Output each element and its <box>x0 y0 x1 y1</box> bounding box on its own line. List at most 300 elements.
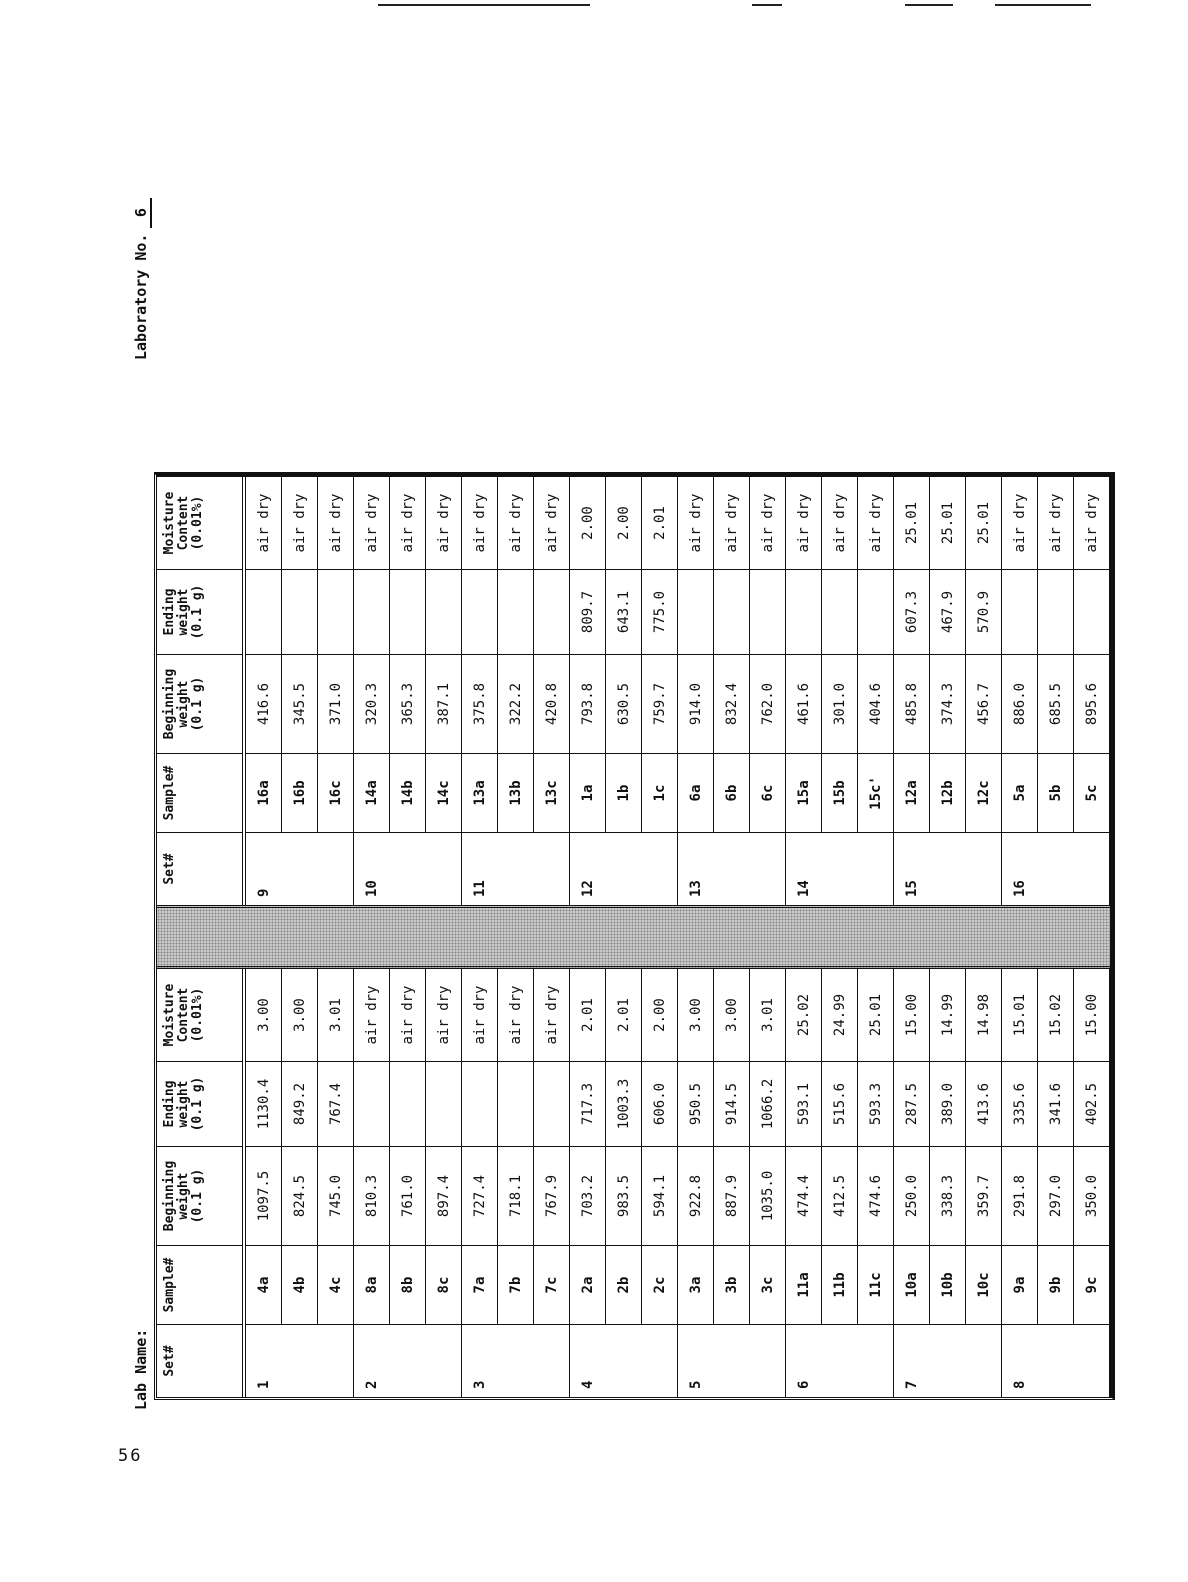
top-rule-2 <box>752 4 782 6</box>
ending-weight-cell <box>462 1062 498 1147</box>
table-row <box>282 969 318 1397</box>
sample-id-cell: 14c <box>426 754 462 833</box>
lab-number-label: Laboratory No. <box>132 233 150 360</box>
set-number-cell: 1 <box>244 1325 282 1398</box>
sample-id-cell: 11b <box>822 1246 858 1325</box>
ending-weight-cell: 767.4 <box>318 1062 354 1147</box>
sample-id-cell: 13a <box>462 754 498 833</box>
sample-id-cell: 4b <box>282 1246 318 1325</box>
moisture-content-cell: air dry <box>714 477 750 570</box>
beginning-weight-cell: 718.1 <box>498 1147 534 1246</box>
left-table-body <box>244 969 1110 1397</box>
table-row <box>1074 969 1110 1397</box>
beginning-weight-cell: 320.3 <box>354 655 390 754</box>
moisture-content-cell: air dry <box>462 969 498 1062</box>
beginning-weight-cell: 810.3 <box>354 1147 390 1246</box>
set-number-cell <box>282 833 318 906</box>
set-number-cell: 10 <box>354 833 390 906</box>
sample-id-cell: 12c <box>966 754 1002 833</box>
sample-id-cell: 3c <box>750 1246 786 1325</box>
set-number-cell <box>930 833 966 906</box>
moisture-content-cell: air dry <box>426 477 462 570</box>
table-row <box>750 969 786 1397</box>
table-row <box>786 477 822 905</box>
ending-weight-cell: 950.5 <box>678 1062 714 1147</box>
sample-id-cell: 1c <box>642 754 678 833</box>
sample-id-cell: 3b <box>714 1246 750 1325</box>
ending-weight-cell: 1003.3 <box>606 1062 642 1147</box>
table-row <box>930 477 966 905</box>
set-number-cell <box>426 1325 462 1398</box>
col-set-header: Set# <box>157 1325 244 1398</box>
beginning-weight-cell: 887.9 <box>714 1147 750 1246</box>
moisture-content-cell: 2.00 <box>570 477 606 570</box>
table-row <box>606 477 642 905</box>
beginning-weight-cell: 759.7 <box>642 655 678 754</box>
sample-id-cell: 6b <box>714 754 750 833</box>
set-number-cell <box>390 1325 426 1398</box>
table-row <box>1074 477 1110 905</box>
moisture-content-cell: 3.00 <box>714 969 750 1062</box>
beginning-weight-cell: 456.7 <box>966 655 1002 754</box>
table-row <box>750 477 786 905</box>
moisture-content-cell: air dry <box>1002 477 1038 570</box>
beginning-weight-cell: 412.5 <box>822 1147 858 1246</box>
set-number-cell <box>1074 1325 1110 1398</box>
top-rule-4 <box>995 4 1091 6</box>
moisture-content-cell: 25.01 <box>894 477 930 570</box>
sample-id-cell: 15a <box>786 754 822 833</box>
set-number-cell: 14 <box>786 833 822 906</box>
sample-id-cell: 10c <box>966 1246 1002 1325</box>
set-number-cell: 12 <box>570 833 606 906</box>
table-row <box>606 969 642 1397</box>
col-ending-weight-header: Ending weight (0.1 g) <box>157 1062 244 1147</box>
beginning-weight-cell: 345.5 <box>282 655 318 754</box>
sample-id-cell: 7b <box>498 1246 534 1325</box>
ending-weight-cell <box>354 1062 390 1147</box>
beginning-weight-cell: 685.5 <box>1038 655 1074 754</box>
moisture-content-cell: 3.01 <box>318 969 354 1062</box>
left-table <box>157 969 1110 1397</box>
col-sample-header: Sample# <box>157 754 244 833</box>
moisture-content-cell: 24.99 <box>822 969 858 1062</box>
sample-id-cell: 16a <box>244 754 282 833</box>
beginning-weight-cell: 291.8 <box>1002 1147 1038 1246</box>
moisture-content-cell: 25.01 <box>930 477 966 570</box>
table-row <box>966 477 1002 905</box>
set-number-cell: 15 <box>894 833 930 906</box>
beginning-weight-cell: 914.0 <box>678 655 714 754</box>
moisture-content-cell: 14.98 <box>966 969 1002 1062</box>
sample-id-cell: 7a <box>462 1246 498 1325</box>
set-number-cell <box>858 1325 894 1398</box>
table-row <box>1002 969 1038 1397</box>
ending-weight-cell <box>426 1062 462 1147</box>
ending-weight-cell: 402.5 <box>1074 1062 1110 1147</box>
table-row <box>462 477 498 905</box>
sample-id-cell: 6c <box>750 754 786 833</box>
set-number-cell <box>714 1325 750 1398</box>
table-row <box>354 969 390 1397</box>
ending-weight-cell: 413.6 <box>966 1062 1002 1147</box>
set-number-cell <box>966 833 1002 906</box>
set-number-cell: 4 <box>570 1325 606 1398</box>
shaded-divider <box>157 905 1110 969</box>
table-row <box>244 477 282 905</box>
ending-weight-cell <box>1038 570 1074 655</box>
moisture-content-cell: air dry <box>244 477 282 570</box>
moisture-content-cell: air dry <box>858 477 894 570</box>
moisture-content-cell: 3.00 <box>678 969 714 1062</box>
col-ending-weight-header: Ending weight (0.1 g) <box>157 570 244 655</box>
table-row <box>390 969 426 1397</box>
sample-id-cell: 11c <box>858 1246 894 1325</box>
ending-weight-cell <box>1002 570 1038 655</box>
table-row <box>426 477 462 905</box>
beginning-weight-cell: 922.8 <box>678 1147 714 1246</box>
table-row <box>822 969 858 1397</box>
set-number-cell <box>822 833 858 906</box>
moisture-content-cell: air dry <box>390 477 426 570</box>
sample-id-cell: 3a <box>678 1246 714 1325</box>
set-number-cell <box>642 833 678 906</box>
beginning-weight-cell: 727.4 <box>462 1147 498 1246</box>
set-number-cell <box>822 1325 858 1398</box>
sample-id-cell: 8a <box>354 1246 390 1325</box>
set-number-cell <box>318 833 354 906</box>
ending-weight-cell <box>498 570 534 655</box>
sample-id-cell: 13b <box>498 754 534 833</box>
moisture-content-cell: 2.01 <box>606 969 642 1062</box>
ending-weight-cell <box>426 570 462 655</box>
ending-weight-cell: 570.9 <box>966 570 1002 655</box>
set-number-cell: 7 <box>894 1325 930 1398</box>
moisture-content-cell: 2.01 <box>570 969 606 1062</box>
sample-id-cell: 11a <box>786 1246 822 1325</box>
beginning-weight-cell: 474.6 <box>858 1147 894 1246</box>
ending-weight-cell <box>1074 570 1110 655</box>
beginning-weight-cell: 761.0 <box>390 1147 426 1246</box>
ending-weight-cell <box>858 570 894 655</box>
sample-id-cell: 15c' <box>858 754 894 833</box>
moisture-content-cell: air dry <box>498 477 534 570</box>
moisture-content-cell: 2.00 <box>606 477 642 570</box>
ending-weight-cell <box>390 1062 426 1147</box>
table-row <box>678 477 714 905</box>
sample-id-cell: 16b <box>282 754 318 833</box>
sample-id-cell: 9c <box>1074 1246 1110 1325</box>
moisture-content-cell: air dry <box>462 477 498 570</box>
lab-name-label: Lab Name: <box>132 1328 150 1410</box>
set-number-cell <box>606 833 642 906</box>
sample-id-cell: 7c <box>534 1246 570 1325</box>
table-row <box>318 477 354 905</box>
beginning-weight-cell: 897.4 <box>426 1147 462 1246</box>
moisture-content-cell: air dry <box>1038 477 1074 570</box>
beginning-weight-cell: 301.0 <box>822 655 858 754</box>
ending-weight-cell: 467.9 <box>930 570 966 655</box>
ending-weight-cell: 914.5 <box>714 1062 750 1147</box>
sample-id-cell: 2a <box>570 1246 606 1325</box>
ending-weight-cell: 287.5 <box>894 1062 930 1147</box>
beginning-weight-cell: 387.1 <box>426 655 462 754</box>
beginning-weight-cell: 365.3 <box>390 655 426 754</box>
table-row <box>498 969 534 1397</box>
ending-weight-cell: 607.3 <box>894 570 930 655</box>
ending-weight-cell: 775.0 <box>642 570 678 655</box>
moisture-content-cell: 15.00 <box>1074 969 1110 1062</box>
ending-weight-cell <box>786 570 822 655</box>
col-beginning-weight-header: Beginning weight (0.1 g) <box>157 1147 244 1246</box>
beginning-weight-cell: 416.6 <box>244 655 282 754</box>
col-moisture-content-header: Moisture Content (0.01%) <box>157 477 244 570</box>
table-row <box>642 969 678 1397</box>
ending-weight-cell <box>462 570 498 655</box>
table-row <box>570 969 606 1397</box>
table-row <box>1002 477 1038 905</box>
moisture-content-cell: air dry <box>678 477 714 570</box>
beginning-weight-cell: 338.3 <box>930 1147 966 1246</box>
beginning-weight-cell: 767.9 <box>534 1147 570 1246</box>
moisture-content-cell: 14.99 <box>930 969 966 1062</box>
beginning-weight-cell: 350.0 <box>1074 1147 1110 1246</box>
beginning-weight-cell: 250.0 <box>894 1147 930 1246</box>
ending-weight-cell <box>534 570 570 655</box>
table-row <box>390 477 426 905</box>
ending-weight-cell <box>354 570 390 655</box>
set-number-cell <box>426 833 462 906</box>
set-number-cell <box>750 1325 786 1398</box>
beginning-weight-cell: 374.3 <box>930 655 966 754</box>
table-row <box>714 477 750 905</box>
sample-id-cell: 5c <box>1074 754 1110 833</box>
set-number-cell: 9 <box>244 833 282 906</box>
set-number-cell <box>534 1325 570 1398</box>
set-number-cell <box>750 833 786 906</box>
sample-id-cell: 6a <box>678 754 714 833</box>
ending-weight-cell: 515.6 <box>822 1062 858 1147</box>
sample-id-cell: 9a <box>1002 1246 1038 1325</box>
beginning-weight-cell: 375.8 <box>462 655 498 754</box>
ending-weight-cell: 1130.4 <box>244 1062 282 1147</box>
sample-id-cell: 9b <box>1038 1246 1074 1325</box>
beginning-weight-cell: 371.0 <box>318 655 354 754</box>
table-row <box>858 969 894 1397</box>
set-number-cell: 2 <box>354 1325 390 1398</box>
beginning-weight-cell: 630.5 <box>606 655 642 754</box>
ending-weight-cell: 1066.2 <box>750 1062 786 1147</box>
moisture-content-cell: air dry <box>318 477 354 570</box>
sample-id-cell: 15b <box>822 754 858 833</box>
set-number-cell <box>930 1325 966 1398</box>
table-row <box>822 477 858 905</box>
set-number-cell <box>606 1325 642 1398</box>
beginning-weight-cell: 1097.5 <box>244 1147 282 1246</box>
table-row <box>894 477 930 905</box>
moisture-content-cell: 3.00 <box>244 969 282 1062</box>
moisture-content-cell: air dry <box>426 969 462 1062</box>
ending-weight-cell <box>714 570 750 655</box>
set-number-cell: 3 <box>462 1325 498 1398</box>
set-number-cell <box>318 1325 354 1398</box>
moisture-content-cell: air dry <box>534 969 570 1062</box>
rotated-page <box>132 160 1132 1410</box>
table-row <box>786 969 822 1397</box>
sample-id-cell: 8c <box>426 1246 462 1325</box>
sample-id-cell: 14b <box>390 754 426 833</box>
beginning-weight-cell: 762.0 <box>750 655 786 754</box>
table-row <box>966 969 1002 1397</box>
beginning-weight-cell: 745.0 <box>318 1147 354 1246</box>
beginning-weight-cell: 1035.0 <box>750 1147 786 1246</box>
moisture-content-cell: 15.00 <box>894 969 930 1062</box>
sample-id-cell: 12a <box>894 754 930 833</box>
ending-weight-cell <box>282 570 318 655</box>
set-number-cell <box>1038 833 1074 906</box>
beginning-weight-cell: 594.1 <box>642 1147 678 1246</box>
sample-id-cell: 5b <box>1038 754 1074 833</box>
moisture-content-cell: air dry <box>786 477 822 570</box>
moisture-content-cell: air dry <box>354 477 390 570</box>
table-row <box>858 477 894 905</box>
moisture-content-cell: 2.00 <box>642 969 678 1062</box>
table-row <box>354 477 390 905</box>
beginning-weight-cell: 420.8 <box>534 655 570 754</box>
ending-weight-cell <box>750 570 786 655</box>
sample-id-cell: 1a <box>570 754 606 833</box>
set-number-cell: 8 <box>1002 1325 1038 1398</box>
set-number-cell <box>966 1325 1002 1398</box>
set-number-cell: 16 <box>1002 833 1038 906</box>
table-row <box>426 969 462 1397</box>
ending-weight-cell: 849.2 <box>282 1062 318 1147</box>
sample-id-cell: 2c <box>642 1246 678 1325</box>
ending-weight-cell: 341.6 <box>1038 1062 1074 1147</box>
moisture-content-cell: 3.00 <box>282 969 318 1062</box>
beginning-weight-cell: 832.4 <box>714 655 750 754</box>
sample-id-cell: 13c <box>534 754 570 833</box>
set-number-cell <box>714 833 750 906</box>
lab-number-value: 6 <box>132 198 152 228</box>
ending-weight-cell: 643.1 <box>606 570 642 655</box>
col-set-header: Set# <box>157 833 244 906</box>
page-number: 56 <box>118 1446 143 1466</box>
moisture-content-cell: air dry <box>822 477 858 570</box>
sample-id-cell: 1b <box>606 754 642 833</box>
sample-id-cell: 10b <box>930 1246 966 1325</box>
moisture-content-cell: air dry <box>390 969 426 1062</box>
ending-weight-cell: 593.1 <box>786 1062 822 1147</box>
ending-weight-cell: 389.0 <box>930 1062 966 1147</box>
moisture-content-cell: air dry <box>282 477 318 570</box>
ending-weight-cell <box>390 570 426 655</box>
set-number-cell <box>498 833 534 906</box>
moisture-content-cell: air dry <box>1074 477 1110 570</box>
table-row <box>570 477 606 905</box>
beginning-weight-cell: 461.6 <box>786 655 822 754</box>
sample-id-cell: 14a <box>354 754 390 833</box>
table-row <box>534 477 570 905</box>
ending-weight-cell: 335.6 <box>1002 1062 1038 1147</box>
table-row <box>894 969 930 1397</box>
beginning-weight-cell: 297.0 <box>1038 1147 1074 1246</box>
set-number-cell: 13 <box>678 833 714 906</box>
set-number-cell: 6 <box>786 1325 822 1398</box>
set-number-cell: 11 <box>462 833 498 906</box>
col-beginning-weight-header: Beginning weight (0.1 g) <box>157 655 244 754</box>
sample-id-cell: 12b <box>930 754 966 833</box>
ending-weight-cell <box>678 570 714 655</box>
moisture-content-cell: air dry <box>534 477 570 570</box>
moisture-content-cell: 15.02 <box>1038 969 1074 1062</box>
set-number-cell <box>534 833 570 906</box>
top-rule-1 <box>378 4 590 6</box>
table-row <box>678 969 714 1397</box>
moisture-content-cell: 25.02 <box>786 969 822 1062</box>
beginning-weight-cell: 793.8 <box>570 655 606 754</box>
table-row <box>318 969 354 1397</box>
sample-id-cell: 8b <box>390 1246 426 1325</box>
set-number-cell <box>1038 1325 1074 1398</box>
set-number-cell <box>390 833 426 906</box>
moisture-content-cell: 15.01 <box>1002 969 1038 1062</box>
table-row <box>534 969 570 1397</box>
moisture-content-cell: 25.01 <box>858 969 894 1062</box>
table-row <box>462 969 498 1397</box>
ending-weight-cell: 606.0 <box>642 1062 678 1147</box>
ending-weight-cell: 717.3 <box>570 1062 606 1147</box>
table-row <box>282 477 318 905</box>
ending-weight-cell <box>498 1062 534 1147</box>
beginning-weight-cell: 359.7 <box>966 1147 1002 1246</box>
table-row <box>244 969 282 1397</box>
right-table-body <box>244 477 1110 905</box>
table-row <box>930 969 966 1397</box>
set-number-cell: 5 <box>678 1325 714 1398</box>
ending-weight-cell <box>318 570 354 655</box>
table-row <box>714 969 750 1397</box>
sample-id-cell: 4a <box>244 1246 282 1325</box>
moisture-content-cell: air dry <box>750 477 786 570</box>
moisture-content-cell: air dry <box>498 969 534 1062</box>
sample-id-cell: 10a <box>894 1246 930 1325</box>
sample-id-cell: 5a <box>1002 754 1038 833</box>
beginning-weight-cell: 404.6 <box>858 655 894 754</box>
moisture-content-cell: air dry <box>354 969 390 1062</box>
table-row <box>1038 477 1074 905</box>
ending-weight-cell <box>244 570 282 655</box>
beginning-weight-cell: 824.5 <box>282 1147 318 1246</box>
set-number-cell <box>498 1325 534 1398</box>
col-sample-header: Sample# <box>157 1246 244 1325</box>
table-row <box>498 477 534 905</box>
beginning-weight-cell: 895.6 <box>1074 655 1110 754</box>
table-row <box>642 477 678 905</box>
moisture-data-sheet <box>154 472 1115 1400</box>
col-moisture-content-header: Moisture Content (0.01%) <box>157 969 244 1062</box>
sample-id-cell: 16c <box>318 754 354 833</box>
set-number-cell <box>1074 833 1110 906</box>
top-rule-3 <box>905 4 953 6</box>
moisture-content-cell: 3.01 <box>750 969 786 1062</box>
table-row <box>1038 969 1074 1397</box>
ending-weight-cell <box>822 570 858 655</box>
moisture-content-cell: 25.01 <box>966 477 1002 570</box>
beginning-weight-cell: 485.8 <box>894 655 930 754</box>
ending-weight-cell: 809.7 <box>570 570 606 655</box>
beginning-weight-cell: 322.2 <box>498 655 534 754</box>
